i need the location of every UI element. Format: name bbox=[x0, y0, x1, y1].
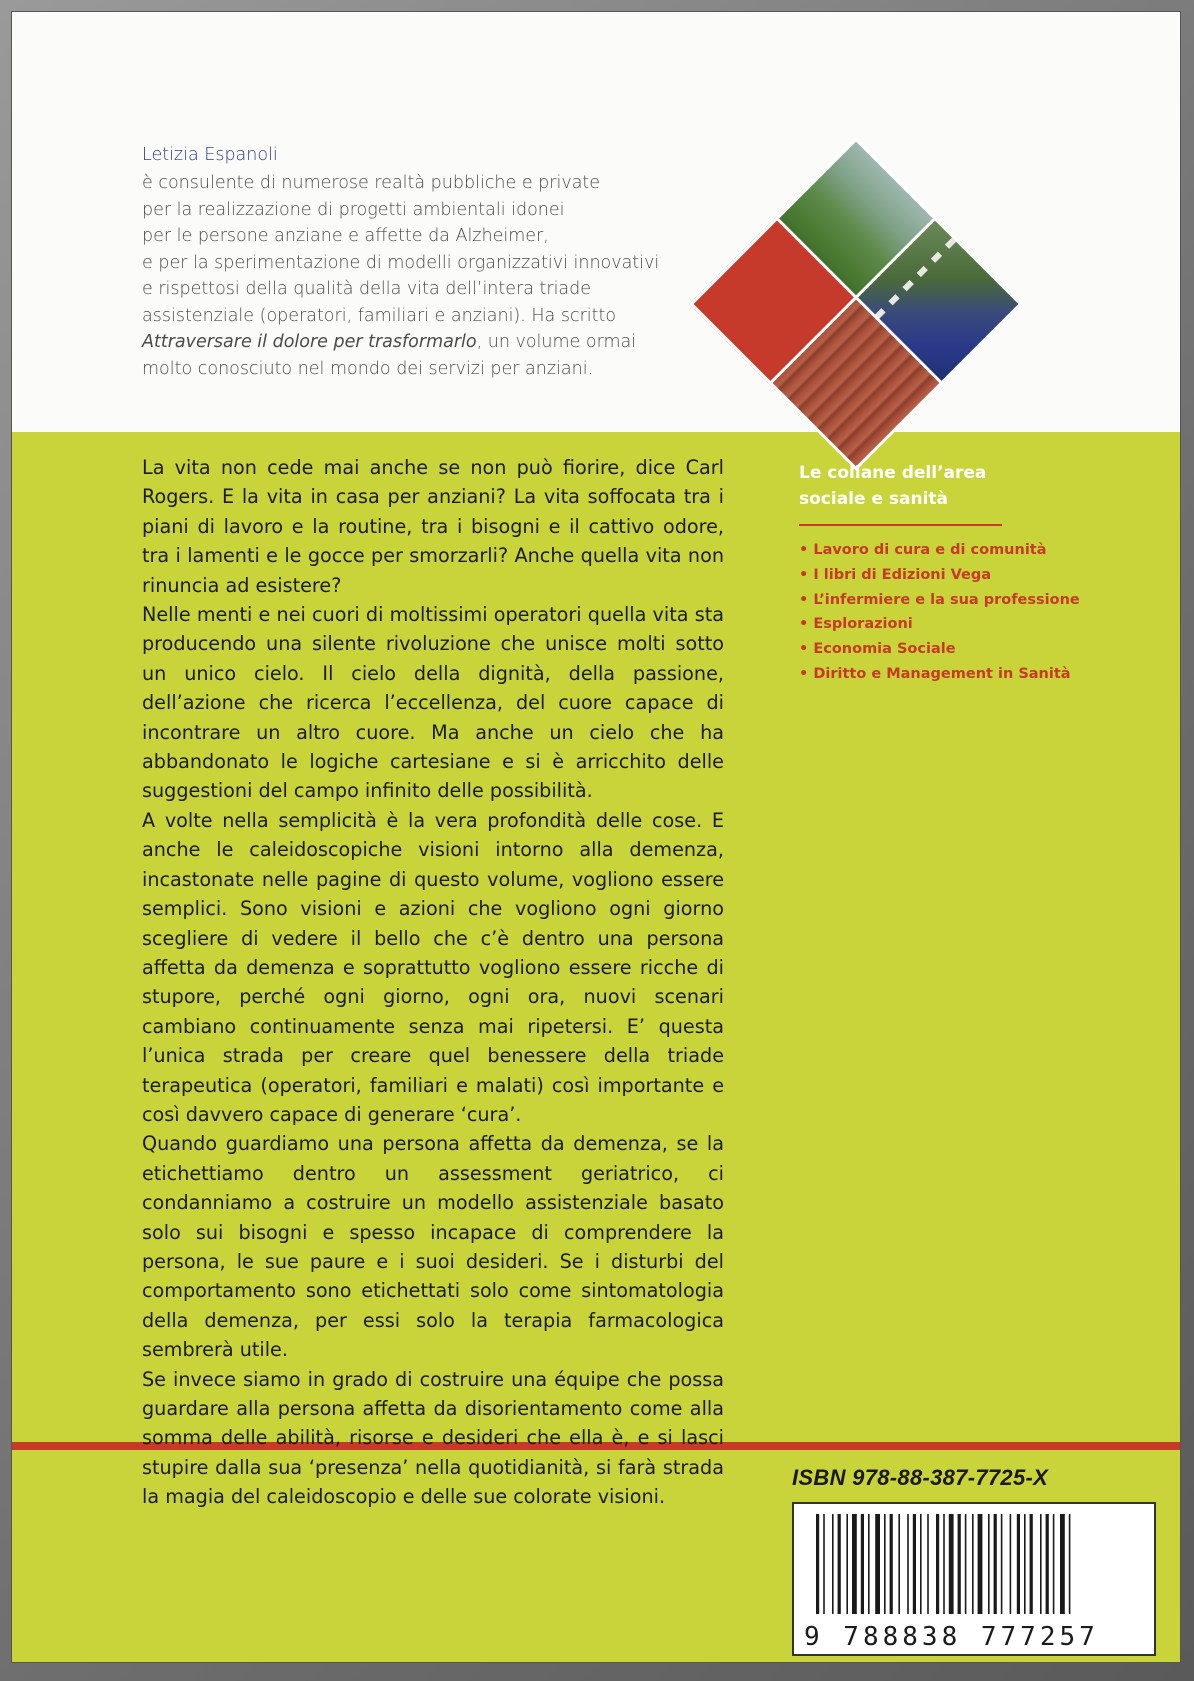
barcode-bar bbox=[988, 1514, 990, 1614]
barcode-bar bbox=[949, 1514, 954, 1614]
barcode-bar bbox=[816, 1514, 819, 1614]
barcode-bar bbox=[1024, 1514, 1026, 1614]
series-list-item: • Esplorazioni bbox=[799, 612, 1099, 637]
author-bio-line: molto conosciuto nel mondo dei servizi per anziani. bbox=[142, 358, 594, 379]
barcode-bar bbox=[832, 1514, 834, 1614]
series-list-item: • Lavoro di cura e di comunità bbox=[799, 538, 1099, 563]
series-title-rule bbox=[799, 524, 1002, 526]
barcode-bar bbox=[875, 1514, 880, 1614]
barcode-bar bbox=[943, 1514, 945, 1614]
barcode-bar bbox=[1040, 1514, 1042, 1614]
barcode-bar bbox=[1069, 1514, 1071, 1614]
author-bio-line: e rispettosi della qualità della vita dell’intera triade bbox=[142, 279, 592, 299]
blurb-paragraph: Nelle menti e nei cuori di moltissimi operatori quella vita sta producendo una silente rivoluzione che unisce molti sotto un unico cielo. Il cielo della dignità, della passione, dell’azione che ricerca l’eccellenza, del cuore capace di incontrare un altro cuore. Ma anche un cielo che ha abbandonato le logiche cartesiane e si è arricchito delle suggestioni del campo infinito delle possibilità. bbox=[142, 603, 724, 803]
author-book-title: Attraversare il dolore per trasformarlo bbox=[142, 332, 477, 352]
barcode-bar bbox=[838, 1514, 841, 1614]
series-list-item: • L’infermiere e la sua professione bbox=[799, 588, 1099, 613]
back-cover bbox=[12, 12, 1180, 1662]
barcode-bar bbox=[884, 1514, 886, 1614]
blurb-paragraph: A volte nella semplicità è la vera profondità delle cose. E anche le caleidoscopiche visioni intorno alla demenza, incastonate nelle pagine di questo volume, vogliono essere semplici. Sono visioni e azioni che vogliono ogni giorno scegliere di vedere il bello che c’è dentro una persona affetta da demenza e soprattutto vogliono essere ricche di stupore, perché ogni giorno, ogni ora, nuovi scenari cambiano continuamente senza mai ripetersi. E’ questa l’unica strada per creare quel benessere della triade terapeutica (operatori, familiari e malati) così importante e così davvero capace di generare ‘cura’. bbox=[142, 808, 724, 1126]
author-bio-line: e per la sperimentazione di modelli organizzativi innovativi bbox=[142, 252, 660, 273]
barcode-bar bbox=[972, 1514, 974, 1614]
author-bio-line: assistenziale (operatori, familiari e anziani). Ha scritto bbox=[142, 305, 617, 326]
barcode-bar bbox=[861, 1514, 864, 1614]
blurb-paragraph: Se invece siamo in grado di costruire una équipe che possa guardare alla persona affetta da disorientamento come alla somma delle abilità, risorse e desideri che ella è, e si lasci stupire dalla sua ‘presenza’ nella quotidianità, si farà strada la magia del caleidoscopio e delle sue colorate visioni. bbox=[142, 1367, 724, 1509]
author-bio-line: per la realizzazione di progetti ambientali idonei bbox=[142, 199, 565, 220]
barcode-bar bbox=[1010, 1514, 1012, 1614]
series-list bbox=[799, 538, 1099, 687]
back-cover-blurb bbox=[142, 453, 724, 1512]
barcode bbox=[792, 1502, 1156, 1656]
barcode-bar bbox=[823, 1514, 825, 1614]
barcode-bar bbox=[1060, 1514, 1065, 1614]
barcode-bar bbox=[907, 1514, 909, 1614]
barcode-bar bbox=[1030, 1514, 1033, 1614]
barcode-bar bbox=[1053, 1514, 1055, 1614]
series-title-line: sociale e sanità bbox=[799, 489, 949, 509]
barcode-bar bbox=[898, 1514, 900, 1614]
series-title bbox=[799, 460, 1099, 512]
series-list-item: • Economia Sociale bbox=[799, 637, 1099, 662]
series-list-item: • I libri di Edizioni Vega bbox=[799, 563, 1099, 588]
author-bio-block bbox=[142, 142, 662, 382]
barcode-digits: 9 788838 777257 bbox=[804, 1622, 1099, 1652]
author-bio-after-title: , un volume ormai bbox=[476, 332, 637, 352]
blurb-paragraph: La vita non cede mai anche se non può fiorire, dice Carl Rogers. E la vita in casa per anziani? La vita soffocata tra i piani di lavoro e la routine, tra i bisogni e il cattivo odore, tra i lamenti e le gocce per smorzarli? Anche quella vita non rinuncia ad esistere? bbox=[142, 456, 724, 597]
author-bio-text bbox=[142, 170, 662, 382]
author-bio-line: è consulente di numerose realtà pubbliche e private bbox=[142, 173, 601, 193]
barcode-bar bbox=[868, 1514, 870, 1614]
author-bio-line-book bbox=[142, 329, 662, 356]
barcode-bar bbox=[846, 1514, 848, 1614]
author-bio-line: per le persone anziane e affette da Alzheimer, bbox=[142, 226, 549, 246]
series-title-line: Le collane dell’area bbox=[799, 463, 987, 483]
isbn-label: ISBN 978-88-387-7725-X bbox=[792, 1465, 1049, 1490]
barcode-bar bbox=[1046, 1514, 1049, 1614]
series-list-item: • Diritto e Management in Sanità bbox=[799, 662, 1099, 687]
barcode-bar bbox=[958, 1514, 961, 1614]
barcode-bar bbox=[920, 1514, 922, 1614]
blurb-paragraph: Quando guardiamo una persona affetta da demenza, se la etichettiamo dentro un assessment geriatrico, ci condanniamo a costruire un modello assistenziale basato solo sui bisogni e spesso incapace di comprendere la persona, le sue paure e i suoi desideri. Se i disturbi del comportamento sono etichettati solo come sintomatologia della demenza, per essi solo la terapia farmacologica sembrerà utile. bbox=[142, 1132, 724, 1362]
barcode-bar bbox=[890, 1514, 893, 1614]
cover-image-mosaic bbox=[682, 130, 1022, 470]
author-name: Letizia Espanoli bbox=[142, 145, 278, 165]
barcode-bar bbox=[913, 1514, 916, 1614]
series-list-box bbox=[799, 460, 1099, 687]
barcode-bar bbox=[994, 1514, 997, 1614]
barcode-bar bbox=[927, 1514, 929, 1614]
barcode-bar bbox=[936, 1514, 939, 1614]
barcode-bar bbox=[1001, 1514, 1003, 1614]
barcode-bar bbox=[978, 1514, 983, 1614]
barcode-bar bbox=[1017, 1514, 1020, 1614]
barcode-bar bbox=[852, 1514, 857, 1614]
barcode-bar bbox=[965, 1514, 967, 1614]
